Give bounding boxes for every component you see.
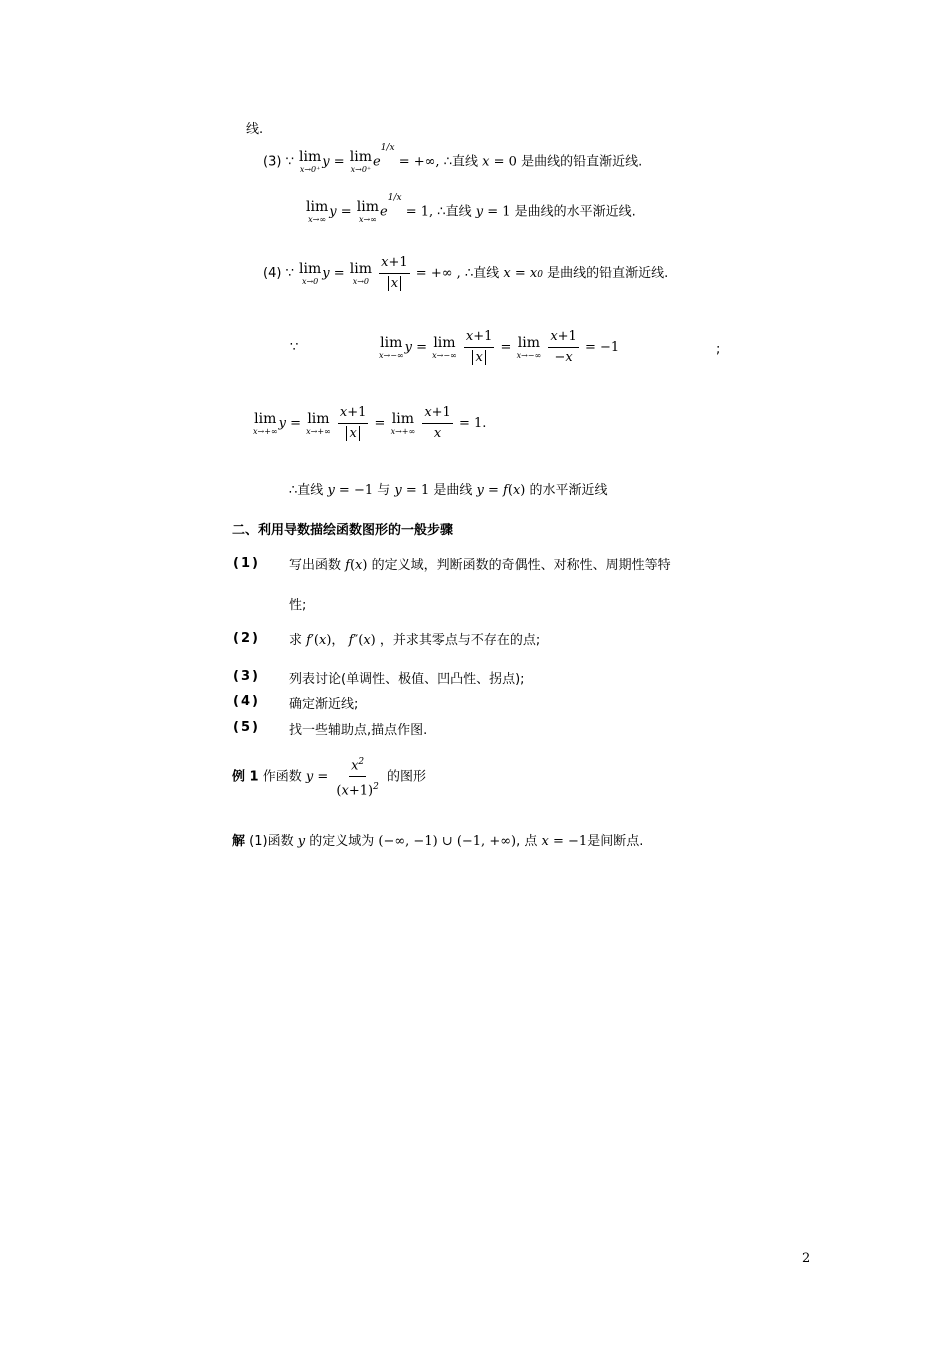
step-number: (4) (233, 694, 260, 709)
therefore-symbol: ∴ (289, 483, 298, 498)
step-text: 确定渐近线; (289, 697, 359, 712)
example-label: 例 1 (232, 769, 259, 785)
example-1: 例 1 作函数 y = $\frac{x^2}{(x+1)^2}$ 的图形 (232, 753, 426, 801)
step-text-part: 的定义域，判断函数的奇偶性、对称性、周期性等特 (371, 558, 671, 573)
page-number: 2 (802, 1251, 811, 1266)
step-number: (3) (233, 669, 260, 684)
limit-neg-inf: lim x→−∞ y = lim x→−∞ $\frac{x+1}{x}$ = lim x→−∞ $\frac{x+1}{-x}$ = −1 (379, 329, 620, 365)
label-text: 的水平渐近线 (529, 483, 608, 498)
label-text: 是曲线的水平渐近线. (514, 204, 636, 220)
because-symbol: ∵ (285, 266, 294, 281)
conclusion-line: ∴直线 y = −1 与 y = 1 是曲线 y = f(x) 的水平渐近线 (289, 483, 608, 498)
part3-line2: lim x→∞ y = lim x→∞ $e^{1/x} = 1$, ∴直线 y = 1 是曲线的水平渐近线. (306, 193, 636, 224)
step-text-continued: 性; (289, 598, 307, 613)
therefore-symbol: ∴ (464, 266, 474, 281)
limit-expr: lim x→0⁺ (298, 149, 322, 174)
solution-line: 解 (1)函数 y 的定义域为 (−∞, −1) ∪ (−1, +∞), 点 x = −1是间断点. (232, 834, 644, 849)
continuation-text: 线. (246, 122, 264, 137)
limit-expr: lim x→−∞ (516, 334, 542, 360)
limit-pos-inf: lim x→+∞ y = lim x→+∞ $\frac{x+1}{x}$ = lim x→+∞ $\frac{x+1}{x}$ = 1. (253, 405, 487, 441)
limit-expr: lim x→−∞ (379, 334, 404, 360)
limit-expr: lim x→+∞ (390, 410, 416, 436)
step-text: 找一些辅助点,描点作图. (289, 723, 428, 738)
example-text: 的图形 (386, 769, 426, 785)
limit-expr: lim x→+∞ (306, 410, 331, 436)
step-text-part: 求 (289, 633, 303, 648)
fraction: $\frac{x+1}{x}$ (381, 255, 408, 291)
example-text: 作函数 (262, 769, 302, 785)
fraction: $\frac{x+1}{x}$ (424, 405, 451, 441)
fraction: $\frac{x+1}{x}$ (339, 405, 367, 441)
step-text-part: ，并求其零点与不存在的点; (379, 633, 541, 648)
solution-text: 是间断点. (587, 834, 644, 849)
section-title: 二、利用导数描绘函数图形的一般步骤 (232, 523, 454, 538)
label-text: 直线 (473, 266, 500, 281)
solution-label: 解 (232, 834, 246, 849)
part-label: (4) (263, 266, 282, 281)
part-label: (3) (263, 154, 282, 170)
step-number: (2) (233, 631, 260, 646)
limit-expr: lim x→∞ (356, 199, 380, 224)
fraction: $\frac{x^2}{(x+1)^2}$ (334, 753, 380, 801)
step-text: 求 f′(x)， f″(x) ，并求其零点与不存在的点; (289, 633, 541, 648)
solution-text: , 点 (516, 834, 538, 849)
limit-expr: lim x→0 (298, 260, 322, 286)
step-text: 写出函数 f(x) 的定义域，判断函数的奇偶性、对称性、周期性等特 (289, 558, 671, 573)
therefore-symbol: ∴ (443, 154, 452, 170)
fraction: $\frac{x+1}{-x}$ (550, 329, 577, 365)
limit-expr: lim x→∞ (306, 199, 329, 224)
step-text-part: 写出函数 (289, 558, 342, 573)
limit-expr: lim x→0⁺ (349, 149, 372, 174)
label-text: 是曲线 (433, 483, 473, 498)
semicolon: ; (716, 342, 721, 357)
label-text: 直线 (452, 154, 479, 170)
step-number: (1) (233, 556, 260, 571)
solution-text: (1)函数 (249, 834, 294, 849)
label-text: 直线 (297, 483, 324, 498)
because-symbol: ∵ (285, 154, 294, 170)
because-symbol: ∵ (290, 340, 299, 355)
part3-line1: (3) ∵ lim x→0⁺ y = lim x→0⁺ $e^{1/x}$ = +∞, ∴直线 x = 0 是曲线的铅直渐近线. (263, 143, 643, 174)
label-text: 与 (377, 483, 391, 498)
fraction: $\frac{x+1}{x}$ (465, 329, 493, 365)
limit-expr: lim x→0 (349, 260, 372, 286)
step-number: (5) (233, 720, 260, 735)
step-text: 列表讨论(单调性、极值、凹凸性、拐点); (289, 672, 525, 687)
label-text: 是曲线的铅直渐近线. (521, 154, 643, 170)
solution-text: 的定义域为 (309, 834, 375, 849)
limit-expr: lim x→+∞ (253, 410, 278, 436)
label-text: 直线 (445, 204, 472, 220)
limit-expr: lim x→−∞ (432, 334, 457, 360)
part4-line1: (4) ∵ lim x→0 y = lim x→0 $\frac{x+1}{x}$ = +∞ , ∴直线 x = x0 是曲线的铅直渐近线. (263, 255, 669, 291)
therefore-symbol: ∴ (437, 204, 446, 220)
label-text: 是曲线的铅直渐近线. (547, 266, 669, 281)
